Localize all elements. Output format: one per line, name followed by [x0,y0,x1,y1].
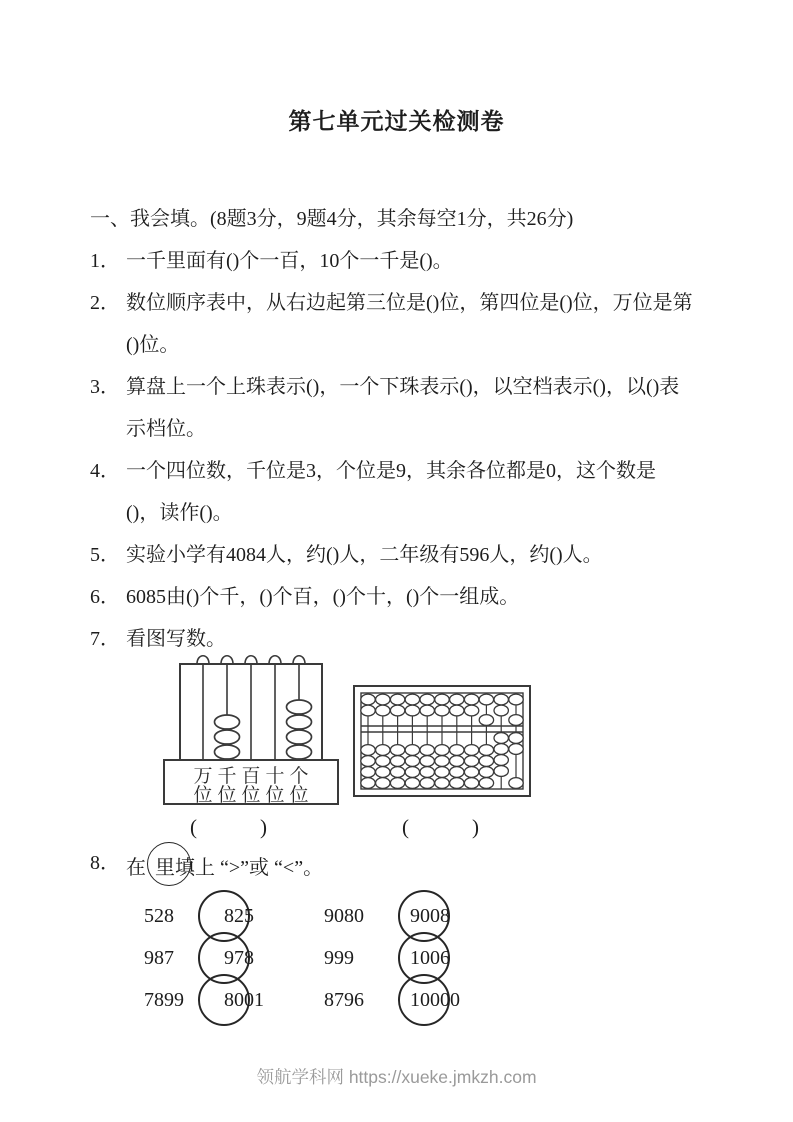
svg-text:万: 万 [193,766,213,787]
comparison-row [90,979,705,1021]
question-number: 1． [90,250,120,272]
section-heading: 一、我会填。(8题3分，9题4分，其余每空1分，共26分) [90,208,574,230]
abacus-figure [352,684,532,798]
question-text: 里填上 “>”或 “<”。 [155,857,324,879]
question-text-line: ()位。 [126,334,180,356]
question-text-line: 示档位。 [126,418,206,440]
footer-watermark [0,1064,793,1089]
worksheet-body [0,198,793,1021]
comparison-number: 10000 [410,989,460,1011]
comparison-number: 7899 [144,989,184,1011]
svg-text:位: 位 [265,785,285,806]
question-2 [90,282,705,366]
question-text-line: 算盘上一个上珠表示()，一个下珠表示()，以空档表示()，以()表 [126,376,680,398]
question-6 [90,576,705,618]
page-title: 第七单元过关检测卷 [288,108,505,134]
question-text-line: 看图写数。 [126,628,226,650]
question-4 [90,450,705,534]
comparison-row [90,937,705,979]
comparison-number: 8796 [324,989,364,1011]
svg-text:个: 个 [289,766,309,787]
comparison-number: 978 [224,947,254,969]
question-number: 4． [90,460,120,482]
answer-blank-right: ( ) [402,815,479,839]
footer-site-text: 领航学科网 https://xueke.jmkzh.com [256,1067,537,1087]
question-number: 7． [90,628,120,650]
question-number: 2． [90,292,120,314]
question-text-line: 6085由()个千，()个百，()个十，()个一组成。 [126,586,520,608]
svg-text:位: 位 [241,785,261,806]
comparison-number: 9080 [324,905,364,927]
question-8 [90,842,705,889]
question-number: 5． [90,544,120,566]
comparison-number: 528 [144,905,174,927]
question-number: 8． [90,852,120,874]
question-3 [90,366,705,450]
svg-text:千: 千 [217,766,237,787]
question-text-line: 一个四位数，千位是3，个位是9，其余各位都是0，这个数是 [126,460,656,482]
comparison-number: 987 [144,947,174,969]
question-number: 3． [90,376,120,398]
counting-board-rods-beads-labels [193,656,311,806]
svg-text:位: 位 [289,785,309,806]
abacus-rods-beads [361,693,523,789]
question-text: 在 [126,857,146,879]
comparison-number: 1006 [410,947,450,969]
svg-text:位: 位 [217,785,237,806]
question-text-line: 数位顺序表中，从右边起第三位是()位，第四位是()位，万位是第 [126,292,693,314]
question-1 [90,240,705,282]
counting-board-figure [156,648,346,806]
comparison-number: 999 [324,947,354,969]
question-number: 6． [90,586,120,608]
comparison-number: 8001 [224,989,264,1011]
comparison-row [90,895,705,937]
comparison-grid [90,895,705,1021]
question-text-line: ()，读作()。 [126,502,233,524]
question-text-line: 一千里面有()个一百，10个一千是()。 [126,250,453,272]
answer-blank-left: ( ) [190,815,267,839]
comparison-number: 825 [224,905,254,927]
comparison-number: 9008 [410,905,450,927]
question-7-figures [90,660,705,842]
svg-text:十: 十 [265,766,285,787]
question-5 [90,534,705,576]
question-text-line: 实验小学有4084人，约()人，二年级有596人，约()人。 [126,544,603,566]
svg-text:百: 百 [241,766,261,787]
svg-text:位: 位 [193,785,213,806]
